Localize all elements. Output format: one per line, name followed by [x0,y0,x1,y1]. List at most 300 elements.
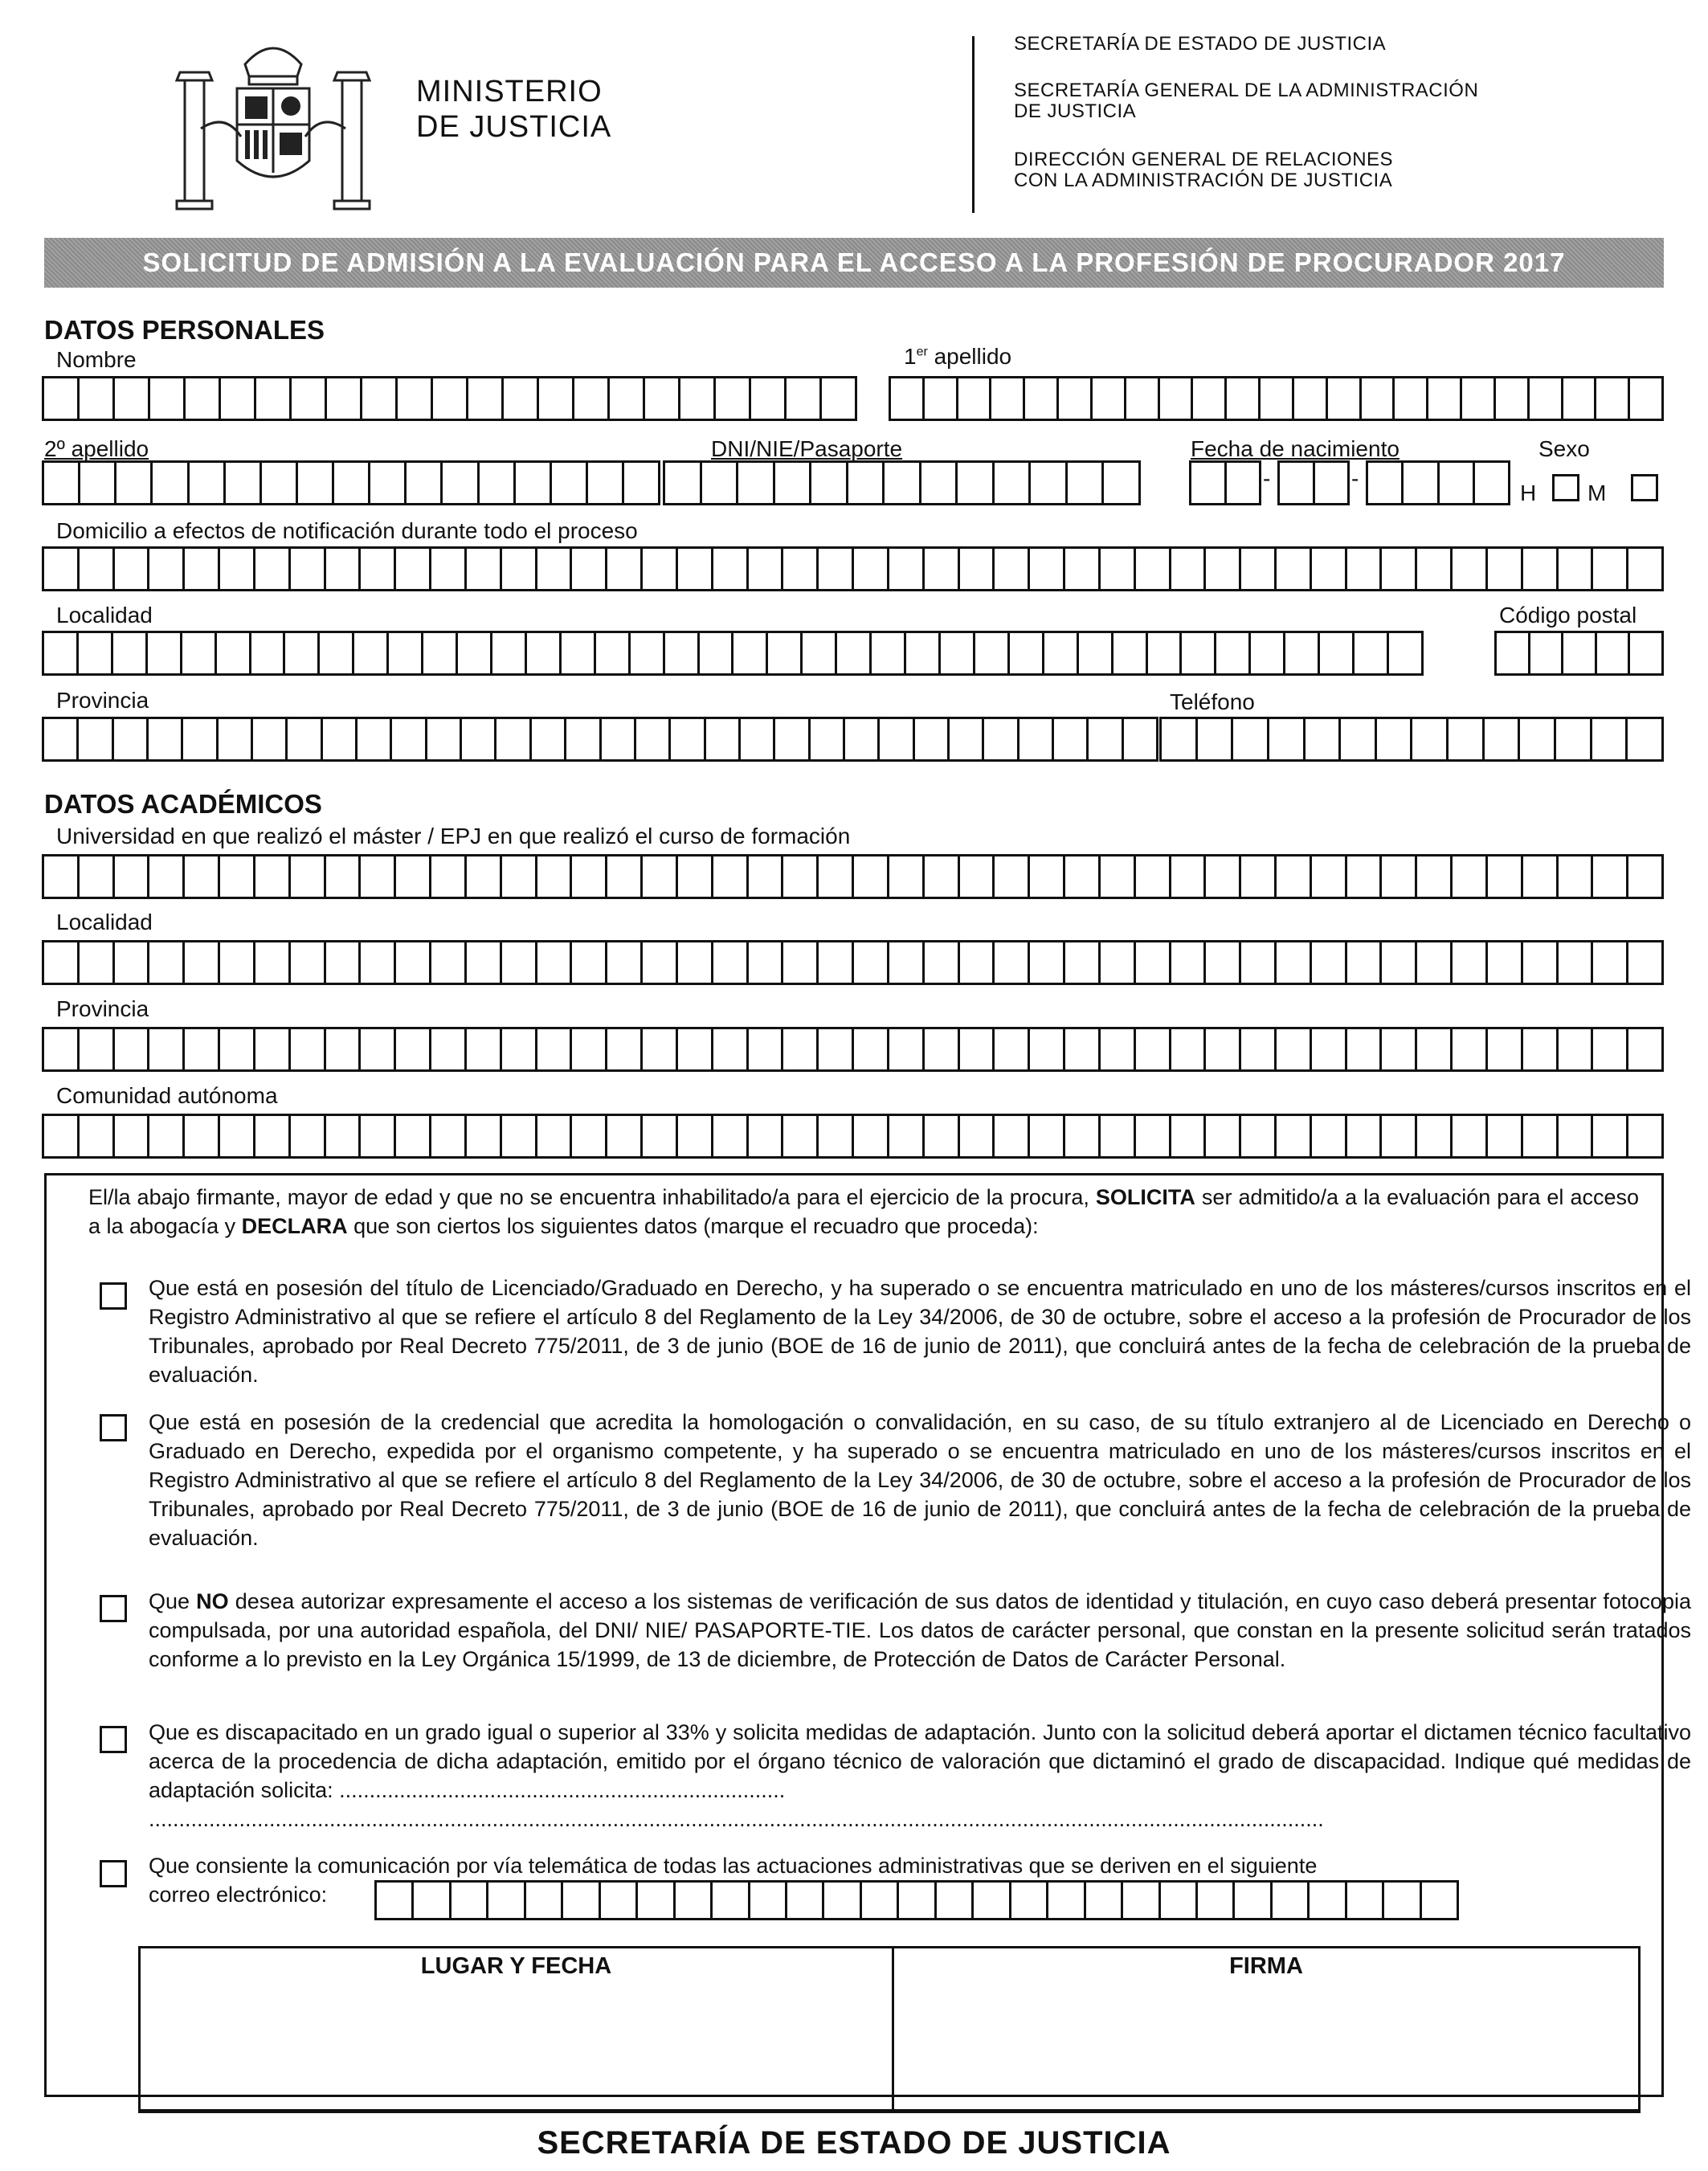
char-cell[interactable] [44,1116,80,1156]
char-cell[interactable] [925,1029,960,1069]
char-cell[interactable] [1010,633,1044,673]
char-cell[interactable] [468,378,504,419]
char-cell[interactable] [502,549,537,589]
char-cell[interactable] [854,1029,889,1069]
char-cell[interactable] [854,942,889,983]
char-cell[interactable] [183,719,218,759]
char-cell[interactable] [1593,942,1628,983]
checkbox-option-4[interactable] [100,1726,127,1753]
char-cell[interactable] [44,378,80,419]
char-cell[interactable] [1093,378,1126,419]
char-cell[interactable] [113,633,148,673]
char-cell[interactable] [678,942,713,983]
input-correo-electronico[interactable] [374,1880,1459,1920]
char-cell[interactable] [462,719,496,759]
char-cell[interactable] [1011,1883,1048,1918]
char-cell[interactable] [607,942,643,983]
char-cell[interactable] [1235,1883,1272,1918]
char-cell[interactable] [819,1029,854,1069]
char-cell[interactable] [713,1029,749,1069]
char-cell[interactable] [1126,378,1160,419]
char-cell[interactable] [467,549,502,589]
char-cell[interactable] [220,1029,255,1069]
char-cell[interactable] [1628,1029,1664,1069]
char-cell[interactable] [398,378,433,419]
field-firma[interactable] [899,1989,1634,2105]
char-cell[interactable] [1030,942,1065,983]
char-cell[interactable] [1312,549,1347,589]
char-cell[interactable] [358,719,392,759]
char-cell[interactable] [516,463,552,503]
char-cell[interactable] [326,857,362,897]
char-cell[interactable] [396,942,431,983]
char-cell[interactable] [671,719,705,759]
char-cell[interactable] [1312,857,1347,897]
char-cell[interactable] [713,1883,750,1918]
char-cell[interactable] [431,942,467,983]
char-cell[interactable] [361,1116,396,1156]
char-cell[interactable] [1530,378,1563,419]
char-cell[interactable] [116,463,153,503]
char-cell[interactable] [950,719,984,759]
char-cell[interactable] [1347,1116,1383,1156]
char-cell[interactable] [1136,1029,1171,1069]
char-cell[interactable] [1355,633,1389,673]
char-cell[interactable] [527,633,562,673]
char-cell[interactable] [1453,857,1488,897]
char-cell[interactable] [984,719,1019,759]
char-cell[interactable] [255,549,291,589]
char-cell[interactable] [958,378,992,419]
char-cell[interactable] [768,633,803,673]
char-cell[interactable] [1328,378,1362,419]
char-cell[interactable] [44,857,80,897]
char-cell[interactable] [601,1883,638,1918]
char-cell[interactable] [716,378,751,419]
char-cell[interactable] [862,1883,899,1918]
char-cell[interactable] [1030,1116,1065,1156]
char-cell[interactable] [610,378,645,419]
char-cell[interactable] [974,1883,1011,1918]
char-cell[interactable] [1382,1029,1417,1069]
char-cell[interactable] [1136,1116,1171,1156]
char-cell[interactable] [643,1116,678,1156]
char-cell[interactable] [1206,857,1241,897]
checkbox-option-3[interactable] [100,1595,127,1622]
input-apellido1[interactable] [889,376,1664,421]
char-cell[interactable] [811,463,848,503]
char-cell[interactable] [906,633,941,673]
char-cell[interactable] [1347,549,1383,589]
char-cell[interactable] [292,378,327,419]
char-cell[interactable] [643,857,678,897]
char-cell[interactable] [326,1029,362,1069]
char-cell[interactable] [1404,463,1439,503]
input-nombre[interactable] [42,376,857,421]
char-cell[interactable] [443,463,479,503]
char-cell[interactable] [1462,378,1496,419]
char-cell[interactable] [1277,549,1312,589]
char-cell[interactable] [803,633,837,673]
char-cell[interactable] [1191,463,1227,503]
char-cell[interactable] [1065,1116,1101,1156]
char-cell[interactable] [889,549,925,589]
char-cell[interactable] [285,633,320,673]
char-cell[interactable] [291,1029,326,1069]
char-cell[interactable] [925,549,960,589]
char-cell[interactable] [326,942,362,983]
char-cell[interactable] [1025,378,1059,419]
char-cell[interactable] [750,1883,787,1918]
char-cell[interactable] [563,1883,600,1918]
char-cell[interactable] [1523,857,1559,897]
char-cell[interactable] [492,633,527,673]
char-cell[interactable] [255,942,291,983]
char-cell[interactable] [572,1029,607,1069]
char-cell[interactable] [1320,633,1355,673]
char-cell[interactable] [1312,1029,1347,1069]
input-codigo-postal[interactable] [1494,631,1664,676]
char-cell[interactable] [1559,1029,1594,1069]
char-cell[interactable] [921,463,958,503]
char-cell[interactable] [1294,378,1328,419]
char-cell[interactable] [115,1029,150,1069]
char-cell[interactable] [1341,719,1377,759]
char-cell[interactable] [496,719,531,759]
char-cell[interactable] [741,719,775,759]
char-cell[interactable] [1019,719,1054,759]
char-cell[interactable] [819,857,854,897]
char-cell[interactable] [1162,719,1198,759]
char-cell[interactable] [783,1116,819,1156]
char-cell[interactable] [1382,857,1417,897]
input-localidad-academic[interactable] [42,940,1664,985]
char-cell[interactable] [1306,719,1342,759]
char-cell[interactable] [115,857,150,897]
char-cell[interactable] [889,857,925,897]
char-cell[interactable] [1273,1883,1310,1918]
char-cell[interactable] [1417,857,1453,897]
char-cell[interactable] [1596,378,1630,419]
char-cell[interactable] [80,942,115,983]
char-cell[interactable] [607,1116,643,1156]
char-cell[interactable] [624,463,660,503]
char-cell[interactable] [1593,1116,1628,1156]
char-cell[interactable] [1563,378,1597,419]
char-cell[interactable] [1280,463,1315,503]
char-cell[interactable] [1171,942,1207,983]
char-cell[interactable] [392,719,427,759]
char-cell[interactable] [1136,549,1171,589]
char-cell[interactable] [1563,633,1597,673]
char-cell[interactable] [1216,633,1251,673]
char-cell[interactable] [1395,378,1428,419]
char-cell[interactable] [645,378,680,419]
char-cell[interactable] [749,1116,784,1156]
char-cell[interactable] [889,942,925,983]
char-cell[interactable] [1417,942,1453,983]
char-cell[interactable] [975,633,1010,673]
char-cell[interactable] [414,1883,451,1918]
char-cell[interactable] [220,549,255,589]
char-cell[interactable] [423,633,458,673]
char-cell[interactable] [1347,1883,1384,1918]
input-provincia-academic[interactable] [42,1027,1664,1072]
char-cell[interactable] [320,633,354,673]
input-fecha-dia[interactable] [1189,460,1261,505]
char-cell[interactable] [1206,1029,1241,1069]
char-cell[interactable] [1523,942,1559,983]
char-cell[interactable] [572,942,607,983]
char-cell[interactable] [1315,463,1350,503]
char-cell[interactable] [1628,857,1664,897]
char-cell[interactable] [702,463,739,503]
char-cell[interactable] [1628,942,1664,983]
char-cell[interactable] [995,1029,1030,1069]
char-cell[interactable] [1065,549,1101,589]
char-cell[interactable] [822,378,857,419]
char-cell[interactable] [1488,549,1523,589]
char-cell[interactable] [1559,1116,1594,1156]
char-cell[interactable] [1559,942,1594,983]
char-cell[interactable] [1261,378,1294,419]
char-cell[interactable] [819,549,854,589]
char-cell[interactable] [298,463,334,503]
char-cell[interactable] [854,1116,889,1156]
char-cell[interactable] [1277,857,1312,897]
input-apellido2[interactable] [42,460,660,505]
char-cell[interactable] [1206,1116,1241,1156]
char-cell[interactable] [396,1116,431,1156]
char-cell[interactable] [149,1116,185,1156]
char-cell[interactable] [1198,719,1234,759]
char-cell[interactable] [1593,549,1628,589]
char-cell[interactable] [1440,463,1475,503]
char-cell[interactable] [115,549,150,589]
char-cell[interactable] [749,942,784,983]
char-cell[interactable] [182,633,217,673]
char-cell[interactable] [44,633,79,673]
char-cell[interactable] [643,1029,678,1069]
char-cell[interactable] [889,1116,925,1156]
input-dni[interactable] [663,460,1141,505]
char-cell[interactable] [837,633,872,673]
char-cell[interactable] [1347,857,1383,897]
char-cell[interactable] [574,378,610,419]
char-cell[interactable] [377,1883,414,1918]
char-cell[interactable] [1241,1116,1277,1156]
char-cell[interactable] [937,1883,974,1918]
char-cell[interactable] [1101,549,1136,589]
char-cell[interactable] [713,857,749,897]
char-cell[interactable] [1488,857,1523,897]
char-cell[interactable] [370,463,407,503]
char-cell[interactable] [607,549,643,589]
char-cell[interactable] [190,463,226,503]
char-cell[interactable] [960,857,995,897]
char-cell[interactable] [1269,719,1306,759]
char-cell[interactable] [361,942,396,983]
char-cell[interactable] [1113,633,1148,673]
char-cell[interactable] [452,1883,488,1918]
char-cell[interactable] [991,378,1025,419]
input-universidad[interactable] [42,854,1664,899]
char-cell[interactable] [643,942,678,983]
char-cell[interactable] [526,1883,563,1918]
char-cell[interactable] [872,633,906,673]
char-cell[interactable] [854,857,889,897]
char-cell[interactable] [607,1029,643,1069]
char-cell[interactable] [226,463,262,503]
input-fecha-mes[interactable] [1277,460,1350,505]
char-cell[interactable] [1104,463,1141,503]
char-cell[interactable] [1101,857,1136,897]
char-cell[interactable] [251,633,286,673]
char-cell[interactable] [636,719,671,759]
char-cell[interactable] [396,549,431,589]
char-cell[interactable] [665,463,702,503]
char-cell[interactable] [221,378,256,419]
char-cell[interactable] [678,857,713,897]
checkbox-option-1[interactable] [100,1282,127,1310]
char-cell[interactable] [431,549,467,589]
char-cell[interactable] [713,942,749,983]
char-cell[interactable] [153,463,189,503]
char-cell[interactable] [1065,1029,1101,1069]
char-cell[interactable] [114,719,149,759]
char-cell[interactable] [537,857,573,897]
char-cell[interactable] [1136,857,1171,897]
char-cell[interactable] [1171,857,1207,897]
char-cell[interactable] [186,378,221,419]
char-cell[interactable] [1277,1116,1312,1156]
char-cell[interactable] [389,633,423,673]
checkbox-sexo-m[interactable] [1631,474,1658,501]
char-cell[interactable] [787,1883,824,1918]
char-cell[interactable] [1161,1883,1198,1918]
char-cell[interactable] [427,719,462,759]
char-cell[interactable] [1347,1029,1383,1069]
char-cell[interactable] [1171,549,1207,589]
char-cell[interactable] [253,719,288,759]
char-cell[interactable] [960,549,995,589]
char-cell[interactable] [854,549,889,589]
char-cell[interactable] [638,1883,675,1918]
char-cell[interactable] [80,857,115,897]
char-cell[interactable] [995,942,1030,983]
char-cell[interactable] [1593,857,1628,897]
char-cell[interactable] [1241,857,1277,897]
char-cell[interactable] [323,719,358,759]
char-cell[interactable] [1312,1116,1347,1156]
char-cell[interactable] [1417,1116,1453,1156]
char-cell[interactable] [824,1883,861,1918]
field-lugar-fecha[interactable] [145,1989,887,2105]
char-cell[interactable] [407,463,443,503]
char-cell[interactable] [678,549,713,589]
char-cell[interactable] [1030,1029,1065,1069]
char-cell[interactable] [588,463,624,503]
char-cell[interactable] [848,463,885,503]
char-cell[interactable] [1030,857,1065,897]
char-cell[interactable] [537,549,573,589]
char-cell[interactable] [1496,378,1530,419]
char-cell[interactable] [1497,633,1530,673]
char-cell[interactable] [1101,942,1136,983]
input-telefono[interactable] [1159,717,1664,762]
checkbox-option-2[interactable] [100,1414,127,1441]
char-cell[interactable] [749,549,784,589]
char-cell[interactable] [713,1116,749,1156]
char-cell[interactable] [185,549,220,589]
char-cell[interactable] [502,1029,537,1069]
char-cell[interactable] [361,1029,396,1069]
char-cell[interactable] [219,719,253,759]
char-cell[interactable] [1630,378,1664,419]
char-cell[interactable] [185,1029,220,1069]
char-cell[interactable] [80,1116,115,1156]
char-cell[interactable] [288,719,322,759]
char-cell[interactable] [185,1116,220,1156]
char-cell[interactable] [1198,1883,1235,1918]
char-cell[interactable] [995,549,1030,589]
char-cell[interactable] [149,719,183,759]
char-cell[interactable] [149,1029,185,1069]
char-cell[interactable] [995,857,1030,897]
char-cell[interactable] [1251,633,1285,673]
char-cell[interactable] [1054,719,1089,759]
char-cell[interactable] [79,633,113,673]
char-cell[interactable] [80,378,115,419]
char-cell[interactable] [185,942,220,983]
char-cell[interactable] [79,719,113,759]
char-cell[interactable] [80,1029,115,1069]
char-cell[interactable] [433,378,468,419]
char-cell[interactable] [458,633,492,673]
char-cell[interactable] [562,633,596,673]
char-cell[interactable] [1485,719,1521,759]
char-cell[interactable] [115,1116,150,1156]
char-cell[interactable] [811,719,845,759]
char-cell[interactable] [572,549,607,589]
char-cell[interactable] [1206,942,1241,983]
char-cell[interactable] [1193,378,1227,419]
char-cell[interactable] [1031,463,1068,503]
char-cell[interactable] [1488,1116,1523,1156]
char-cell[interactable] [1628,549,1664,589]
char-cell[interactable] [431,1029,467,1069]
char-cell[interactable] [1449,719,1485,759]
char-cell[interactable] [1148,633,1183,673]
char-cell[interactable] [643,549,678,589]
char-cell[interactable] [889,1029,925,1069]
char-cell[interactable] [751,378,787,419]
input-fecha-anio[interactable] [1366,460,1510,505]
char-cell[interactable] [327,378,362,419]
char-cell[interactable] [1241,1029,1277,1069]
char-cell[interactable] [1628,1116,1664,1156]
char-cell[interactable] [783,549,819,589]
char-cell[interactable] [1048,1883,1085,1918]
char-cell[interactable] [899,1883,936,1918]
char-cell[interactable] [607,857,643,897]
char-cell[interactable] [925,378,958,419]
char-cell[interactable] [291,549,326,589]
char-cell[interactable] [502,942,537,983]
char-cell[interactable] [255,1116,291,1156]
char-cell[interactable] [1592,719,1628,759]
char-cell[interactable] [1593,1029,1628,1069]
